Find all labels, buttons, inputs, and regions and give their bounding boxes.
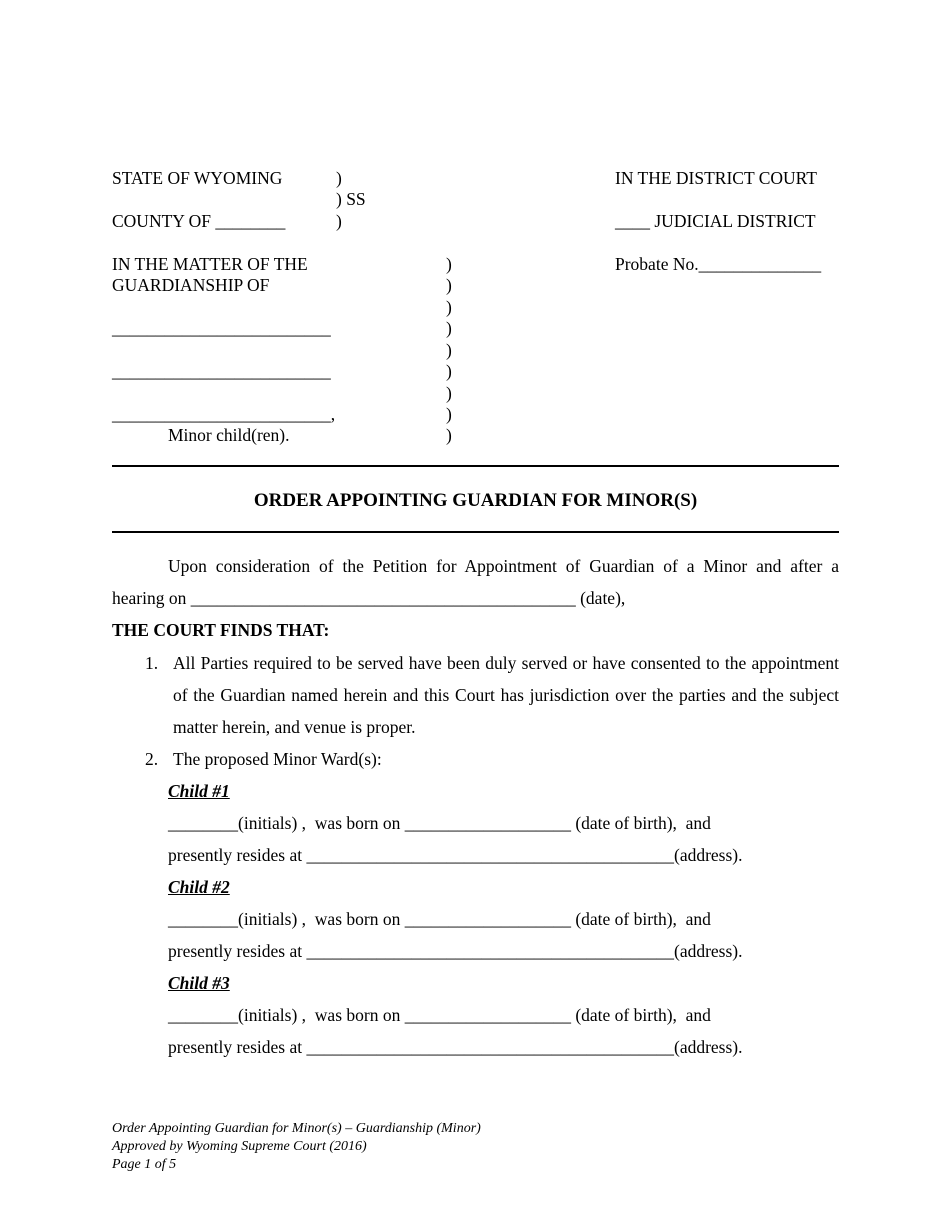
court-label: IN THE DISTRICT COURT	[615, 168, 817, 188]
footer-approval: Approved by Wyoming Supreme Court (2016)	[112, 1139, 367, 1154]
matter-paren: )	[446, 383, 452, 403]
footer-form-title: Order Appointing Guardian for Minor(s) – Guardianship (Minor)	[112, 1121, 481, 1136]
finding-text: All Parties required to be served have been duly served or have consented to the appointment of the Guardian named herein and this Court has jurisdiction over the parties and the subject matter herein, and venue is proper.	[173, 653, 839, 737]
district-label: ____ JUDICIAL DISTRICT	[615, 211, 816, 231]
matter-paren: )	[446, 275, 452, 295]
intro-line-1: Upon consideration of the Petition for Appointment of Guardian of a Minor and after a	[168, 556, 839, 576]
minor-name-line: _________________________	[112, 318, 331, 338]
probate-number: Probate No.______________	[615, 254, 822, 274]
finding-text: The proposed Minor Ward(s):	[173, 749, 382, 769]
child-heading: Child #3	[168, 973, 230, 993]
matter-paren: )	[446, 318, 452, 338]
child-address-line: presently resides at __________________________________________(address).	[168, 845, 743, 865]
document-title: ORDER APPOINTING GUARDIAN FOR MINOR(S)	[253, 490, 698, 511]
matter-line-2: GUARDIANSHIP OF	[112, 275, 270, 295]
intro-line-2: hearing on ____________________________________________ (date),	[112, 588, 626, 608]
findings-heading: THE COURT FINDS THAT:	[112, 620, 330, 640]
county-label: COUNTY OF ________	[112, 211, 286, 231]
footer-page-number: Page 1 of 5	[112, 1157, 177, 1172]
matter-paren: )	[446, 361, 452, 381]
finding-number: 2.	[145, 749, 159, 769]
finding-number: 1.	[145, 653, 159, 673]
matter-paren: )	[446, 340, 452, 360]
caption-paren-ss: ) SS	[336, 189, 366, 209]
child-heading: Child #1	[168, 781, 230, 801]
child-heading: Child #2	[168, 877, 230, 897]
minor-name-line: _________________________	[112, 361, 331, 381]
matter-line-1: IN THE MATTER OF THE	[112, 254, 308, 274]
child-address-line: presently resides at __________________________________________(address).	[168, 1037, 743, 1057]
child-birth-line: ________(initials) , was born on ___________________ (date of birth), and	[168, 1005, 711, 1025]
caption-paren: )	[336, 211, 342, 231]
minor-children-label: Minor child(ren).	[168, 425, 290, 445]
matter-paren: )	[446, 425, 452, 445]
matter-paren: )	[446, 404, 452, 424]
child-birth-line: ________(initials) , was born on ___________________ (date of birth), and	[168, 813, 711, 833]
child-address-line: presently resides at __________________________________________(address).	[168, 941, 743, 961]
caption-paren: )	[336, 168, 342, 188]
state-label: STATE OF WYOMING	[112, 168, 283, 188]
child-birth-line: ________(initials) , was born on ___________________ (date of birth), and	[168, 909, 711, 929]
title-rule-bottom	[112, 531, 839, 533]
minor-name-line: _________________________,	[112, 404, 336, 424]
title-rule-top	[112, 465, 839, 467]
matter-paren: )	[446, 254, 452, 274]
matter-paren: )	[446, 297, 452, 317]
